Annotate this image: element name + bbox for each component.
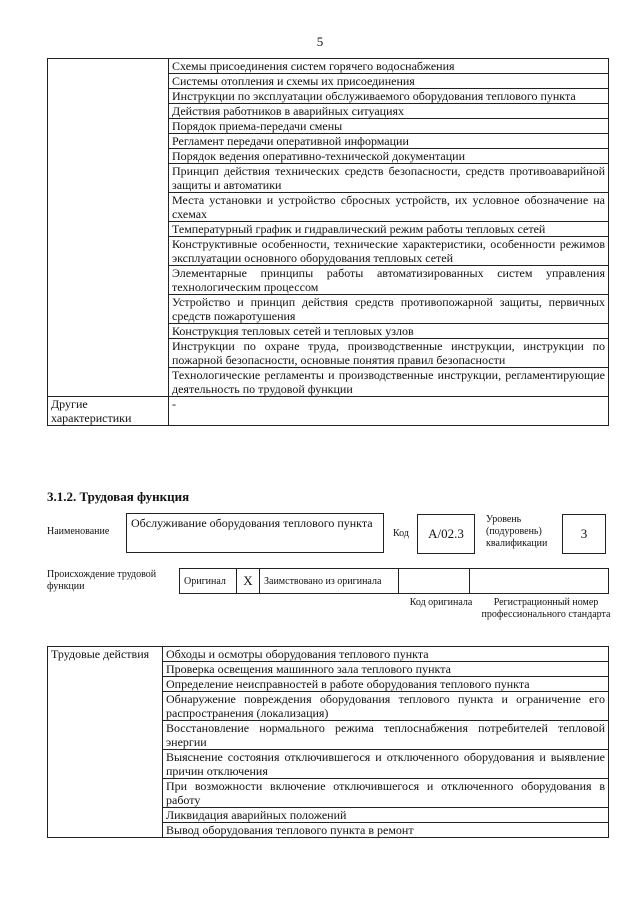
code-value-box: А/02.3 [417,514,475,554]
function-name-box: Обслуживание оборудования теплового пункта [126,513,384,553]
labor-action-item: Обнаружение повреждения оборудования теплового пункта и ограничение его распространения (локализация) [163,692,609,721]
labor-action-item: Выяснение состояния отключившегося и отключенного оборудования и выявление причин отключения [163,750,609,779]
category-cell [48,59,169,397]
knowledge-item: Конструкция тепловых сетей и тепловых узлов [169,324,609,339]
table-row [48,397,609,426]
labor-action-item: Обходы и осмотры оборудования теплового пункта [163,647,609,662]
code-label: Код [393,528,409,539]
code-original-caption: Код оригинала [409,597,473,608]
labor-action-item: Проверка освещения машинного зала теплового пункта [163,662,609,677]
table-row [48,59,609,74]
reg-number-caption: Регистрационный номер профессионального стандарта [481,597,611,620]
borrowed-label: Заимствовано из оригинала [260,569,399,594]
origin-label: Происхождение трудовой функции [47,569,157,592]
origin-table [179,568,609,594]
labor-action-item: Вывод оборудования теплового пункта в ремонт [163,823,609,838]
code-original-cell [399,569,470,594]
knowledge-item: Схемы присоединения систем горячего водоснабжения [169,59,609,74]
name-label: Наименование [47,526,110,537]
labor-action-item: Восстановление нормального режима теплоснабжения потребителей тепловой энергии [163,721,609,750]
section-title: 3.1.2. Трудовая функция [47,489,190,504]
labor-actions-label: Трудовые действия [48,647,163,838]
labor-action-item: При возможности включение отключившегося и отключенного оборудования в работу [163,779,609,808]
level-label: Уровень (подуровень) квалификации [486,514,548,549]
knowledge-item: Конструктивные особенности, технические характеристики, особенности режимов эксплуатации основного оборудования тепловых сетей [169,237,609,266]
level-value-box: 3 [562,514,606,554]
knowledge-item: Порядок приема-передачи смены [169,119,609,134]
labor-action-item: Определение неисправностей в работе оборудования теплового пункта [163,677,609,692]
knowledge-table [47,58,609,426]
knowledge-item: Устройство и принцип действия средств противопожарной защиты, первичных средств пожаротушения [169,295,609,324]
knowledge-item: Места установки и устройство сбросных устройств, их условное обозначение на схемах [169,193,609,222]
knowledge-item: Регламент передачи оперативной информации [169,134,609,149]
table-row [48,647,609,662]
knowledge-item: Системы отопления и схемы их присоединения [169,74,609,89]
other-characteristics-value: - [169,397,609,426]
knowledge-item: Инструкции по эксплуатации обслуживаемого оборудования теплового пункта [169,89,609,104]
knowledge-item: Инструкции по охране труда, производственные инструкции, инструкции по пожарной безопасности, основные понятия правил безопасности [169,339,609,368]
knowledge-item: Температурный график и гидравлический режим работы тепловых сетей [169,222,609,237]
other-characteristics-label: Другие характеристики [48,397,169,426]
labor-actions-table [47,646,609,838]
knowledge-item: Действия работников в аварийных ситуациях [169,104,609,119]
labor-action-item: Ликвидация аварийных положений [163,808,609,823]
knowledge-item: Принцип действия технических средств безопасности, средств противоаварийной защиты и автоматики [169,164,609,193]
original-mark: X [237,569,260,594]
knowledge-item: Порядок ведения оперативно-технической документации [169,149,609,164]
knowledge-item: Технологические регламенты и производственные инструкции, регламентирующие деятельность по трудовой функции [169,368,609,397]
knowledge-item: Элементарные принципы работы автоматизированных систем управления технологическим процессом [169,266,609,295]
original-label: Оригинал [180,569,237,594]
page-number: 5 [316,34,324,49]
reg-number-cell [470,569,609,594]
